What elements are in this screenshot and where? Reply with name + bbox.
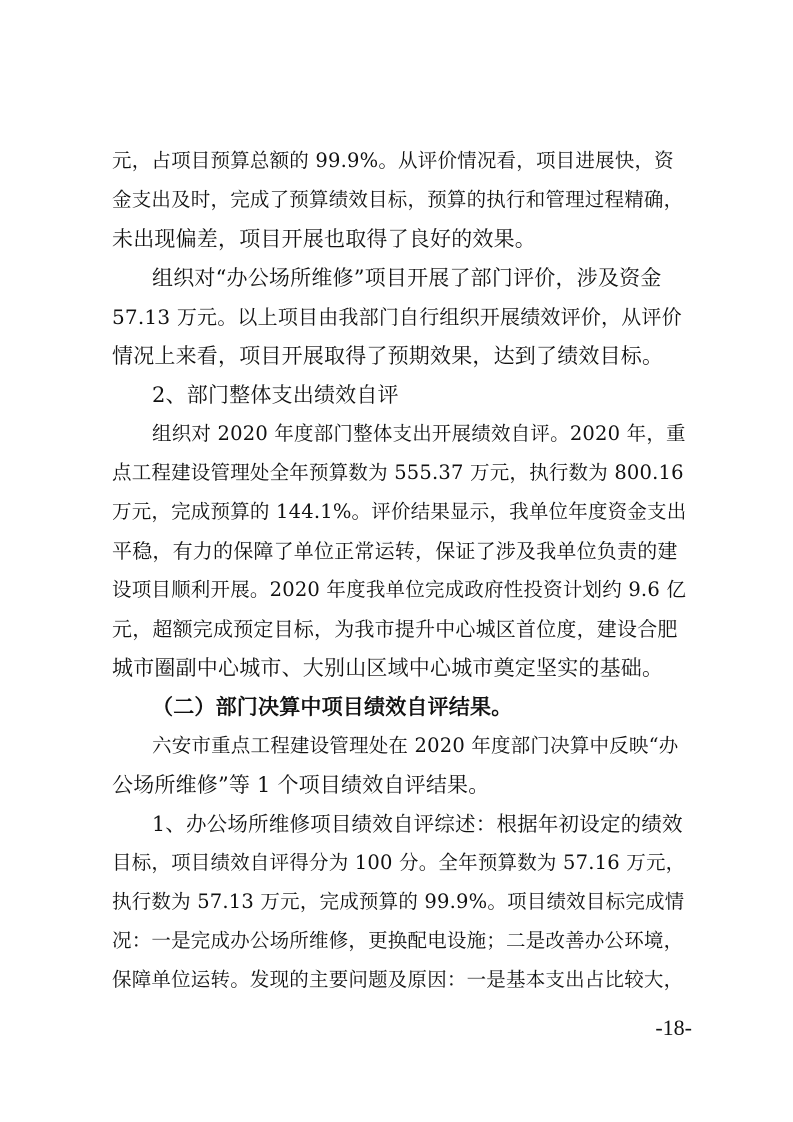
text-line: 设项目顺利开展。2020 年度我单位完成政府性投资计划约 9.6 亿 <box>112 578 687 601</box>
text-line: 六安市重点工程建设管理处在 2020 年度部门决算中反映“办 <box>152 734 679 757</box>
text-line: 情况上来看，项目开展取得了预期效果，达到了绩效目标。 <box>112 344 664 368</box>
text-line: 金支出及时，完成了预算绩效目标，预算的执行和管理过程精确， <box>112 188 684 211</box>
text-line: 57.13 万元。以上项目由我部门自行组织开展绩效评价，从评价 <box>112 305 682 329</box>
text-line: 保障单位运转。发现的主要问题及原因：一是基本支出占比较大， <box>112 968 684 991</box>
text-line: 目标，项目绩效自评得分为 100 分。全年预算数为 57.16 万元， <box>112 851 686 874</box>
text-line: 1、办公场所维修项目绩效自评综述：根据年初设定的绩效 <box>152 812 683 836</box>
text-line: 元，超额完成预定目标，为我市提升中心城区首位度，建设合肥 <box>112 617 678 641</box>
section-heading: 2、部门整体支出绩效自评 <box>152 383 399 407</box>
text-line: 况：一是完成办公场所维修，更换配电设施；二是改善办公环境， <box>112 929 684 952</box>
subsection-heading: （二）部门决算中项目绩效自评结果。 <box>152 694 513 719</box>
text-line: 元，占项目预算总额的 99.9%。从评价情况看，项目进展快，资 <box>112 149 674 172</box>
text-line: 公场所维修”等 1 个项目绩效自评结果。 <box>112 773 490 797</box>
text-line: 城市圈副中心城市、大别山区域中心城市奠定坚实的基础。 <box>112 656 664 680</box>
text-line: 组织对 2020 年度部门整体支出开展绩效自评。2020 年，重 <box>152 422 686 445</box>
text-line: 点工程建设管理处全年预算数为 555.37 万元，执行数为 800.16 <box>112 461 684 484</box>
text-line: 万元，完成预算的 144.1%。评价结果显示，我单位年度资金支出 <box>112 500 687 523</box>
text-line: 平稳，有力的保障了单位正常运转，保证了涉及我单位负责的建 <box>112 539 678 563</box>
text-line: 执行数为 57.13 万元，完成预算的 99.9%。项目绩效目标完成情 <box>112 890 685 913</box>
text-line: 组织对“办公场所维修”项目开展了部门评价，涉及资金 <box>152 266 662 290</box>
page-number: -18- <box>655 1015 692 1040</box>
text-line: 未出现偏差，项目开展也取得了良好的效果。 <box>112 227 536 251</box>
